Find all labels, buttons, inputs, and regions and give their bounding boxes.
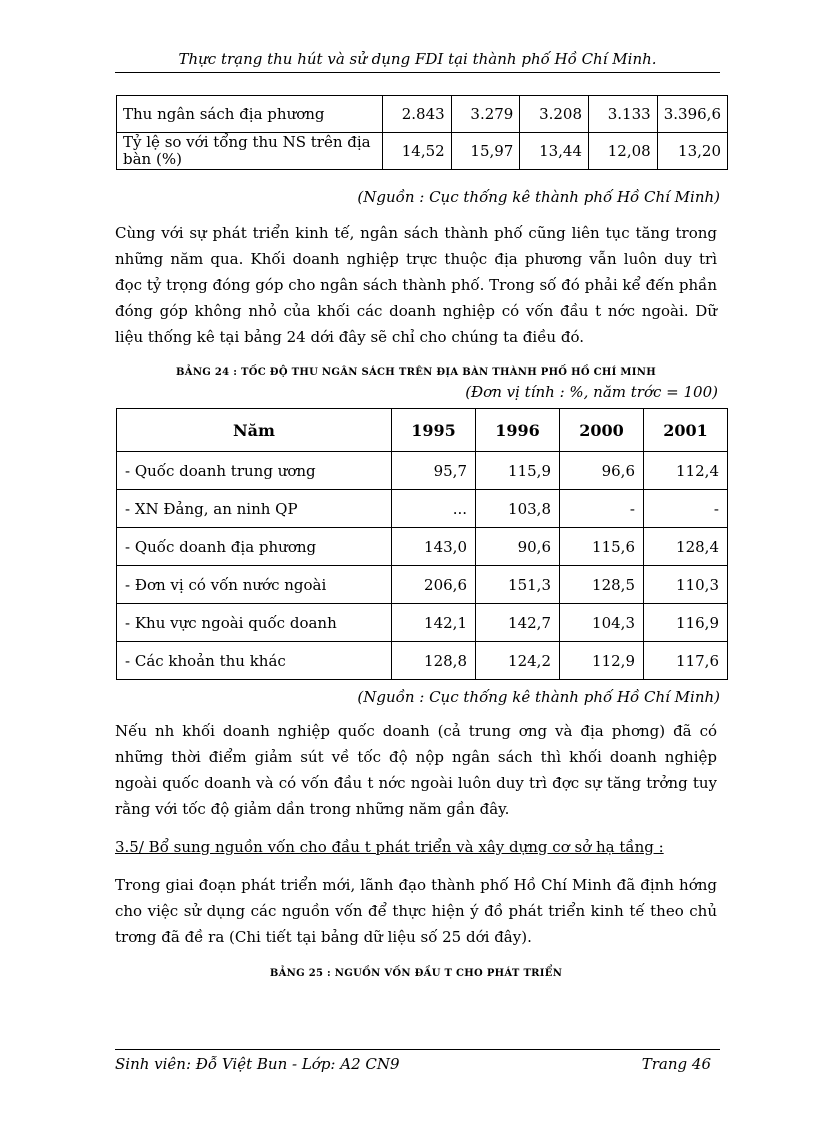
table-24-unit: (Đơn vị tính : %, năm trớc = 100) bbox=[465, 383, 718, 401]
row-label: Tỷ lệ so với tổng thu NS trên địa bàn (%) bbox=[117, 133, 383, 170]
cell-value: 128,4 bbox=[644, 528, 728, 566]
paragraph-2: Nếu nh khối doanh nghiệp quốc doanh (cả trung ơng và địa phơng) đã có những thời điểm giảm sút về tốc độ nộp ngân sách thì khối doanh nghiệp ngoài quốc doanh và có vốn đầu t nớc ngoài luôn duy trì đợc sự tăng trởng tuy rằng với tốc độ giảm dần trong những năm gần đây. bbox=[115, 722, 717, 818]
cell-value: 15,97 bbox=[451, 133, 520, 170]
page-header: Thực trạng thu hút và sử dụng FDI tại thành phố Hồ Chí Minh. bbox=[115, 50, 720, 73]
source-note-2: (Nguồn : Cục thống kê thành phố Hồ Chí Minh) bbox=[357, 688, 720, 706]
footer-divider bbox=[115, 1049, 720, 1050]
cell-value: 116,9 bbox=[644, 604, 728, 642]
table-24-caption: BẢNG 24 : TỐC ĐỘ THU NGÂN SÁCH TRÊN ĐỊA BÀN THÀNH PHỐ HỒ CHÍ MINH bbox=[176, 367, 656, 378]
footer-student: Sinh viên: Đỗ Việt Bun - Lớp: A2 CN9 bbox=[115, 1055, 400, 1073]
paragraph-3: Trong giai đoạn phát triển mới, lãnh đạo thành phố Hồ Chí Minh đã định hớng cho việc sử dụng các nguồn vốn để thực hiện ý đồ phát triển kinh tế theo chủ trơng đã đề ra (Chi tiết tại bảng dữ liệu số 25 dới đây). bbox=[115, 876, 717, 946]
column-header: 1996 bbox=[476, 409, 560, 452]
cell-value: - bbox=[644, 490, 728, 528]
revenue-table-continued bbox=[116, 95, 728, 170]
cell-value: 117,6 bbox=[644, 642, 728, 680]
cell-value: 103,8 bbox=[476, 490, 560, 528]
table-row bbox=[117, 642, 728, 680]
cell-value: 142,7 bbox=[476, 604, 560, 642]
paragraph-1: Cùng với sự phát triển kinh tế, ngân sách thành phố cũng liên tục tăng trong những năm qua. Khối doanh nghiệp trực thuộc địa phương vẫn luôn duy trì đọc tỷ trọng đóng góp cho ngân sách thành phố. Trong số đó phải kể đến phần đóng góp không nhỏ của khối các doanh nghiệp có vốn đầu t nớc ngoài. Dữ liệu thống kê tại bảng 24 dới đây sẽ chỉ cho chúng ta điều đó. bbox=[115, 224, 717, 346]
column-header: Năm bbox=[117, 409, 392, 452]
cell-value: 110,3 bbox=[644, 566, 728, 604]
cell-value: 128,8 bbox=[392, 642, 476, 680]
table-row bbox=[117, 96, 728, 133]
cell-value: 2.843 bbox=[383, 96, 452, 133]
table-row bbox=[117, 528, 728, 566]
table-header-row bbox=[117, 409, 728, 452]
row-label: - XN Đảng, an ninh QP bbox=[117, 490, 392, 528]
cell-value: 128,5 bbox=[560, 566, 644, 604]
table-row bbox=[117, 604, 728, 642]
table-row bbox=[117, 452, 728, 490]
cell-value: 90,6 bbox=[476, 528, 560, 566]
cell-value: 3.133 bbox=[589, 96, 658, 133]
cell-value: 12,08 bbox=[589, 133, 658, 170]
row-label: Thu ngân sách địa phương bbox=[117, 96, 383, 133]
row-label: - Các khoản thu khác bbox=[117, 642, 392, 680]
cell-value: 143,0 bbox=[392, 528, 476, 566]
column-header: 1995 bbox=[392, 409, 476, 452]
cell-value: 142,1 bbox=[392, 604, 476, 642]
table-row bbox=[117, 133, 728, 170]
cell-value: 96,6 bbox=[560, 452, 644, 490]
cell-value: 13,44 bbox=[520, 133, 589, 170]
column-header: 2000 bbox=[560, 409, 644, 452]
cell-value: 115,6 bbox=[560, 528, 644, 566]
table-row bbox=[117, 566, 728, 604]
budget-growth-table bbox=[116, 408, 728, 680]
source-note-1: (Nguồn : Cục thống kê thành phố Hồ Chí Minh) bbox=[357, 188, 720, 206]
cell-value: ... bbox=[392, 490, 476, 528]
row-label: - Quốc doanh địa phương bbox=[117, 528, 392, 566]
cell-value: 112,4 bbox=[644, 452, 728, 490]
cell-value: 124,2 bbox=[476, 642, 560, 680]
cell-value: 3.279 bbox=[451, 96, 520, 133]
table-row bbox=[117, 490, 728, 528]
cell-value: 14,52 bbox=[383, 133, 452, 170]
cell-value: 115,9 bbox=[476, 452, 560, 490]
column-header: 2001 bbox=[644, 409, 728, 452]
row-label: - Đơn vị có vốn nước ngoài bbox=[117, 566, 392, 604]
cell-value: 3.208 bbox=[520, 96, 589, 133]
cell-value: 104,3 bbox=[560, 604, 644, 642]
cell-value: - bbox=[560, 490, 644, 528]
table-25-caption: BẢNG 25 : NGUỒN VỐN ĐẦU T CHO PHÁT TRIỂN bbox=[269, 968, 563, 979]
cell-value: 13,20 bbox=[657, 133, 727, 170]
cell-value: 151,3 bbox=[476, 566, 560, 604]
cell-value: 112,9 bbox=[560, 642, 644, 680]
page-number: Trang 46 bbox=[641, 1055, 711, 1073]
row-label: - Quốc doanh trung ương bbox=[117, 452, 392, 490]
cell-value: 95,7 bbox=[392, 452, 476, 490]
section-heading: 3.5/ Bổ sung nguồn vốn cho đầu t phát triển và xây dựng cơ sở hạ tầng : bbox=[115, 838, 664, 856]
row-label: - Khu vực ngoài quốc doanh bbox=[117, 604, 392, 642]
cell-value: 3.396,6 bbox=[657, 96, 727, 133]
cell-value: 206,6 bbox=[392, 566, 476, 604]
